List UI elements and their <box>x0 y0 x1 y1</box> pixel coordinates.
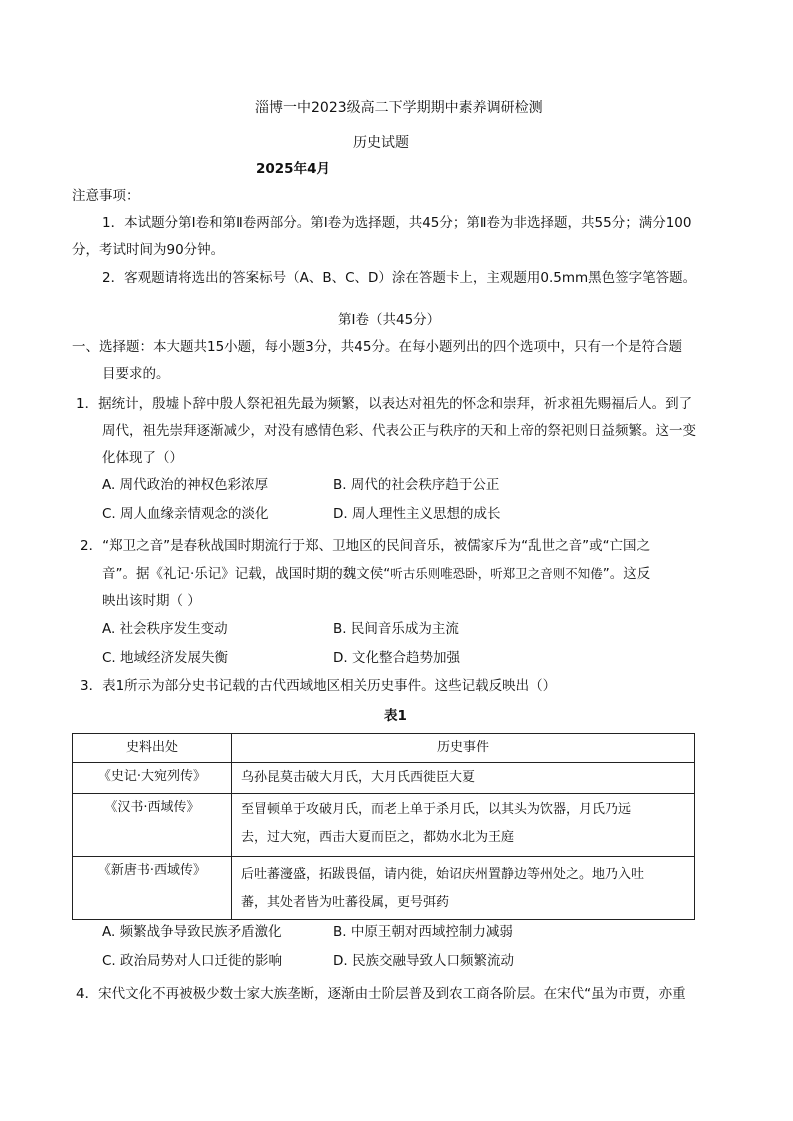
q1-stem-line-1: 1．据统计，殷墟卜辞中殷人祭祀祖先最为频繁，以表达对祖先的怀念和崇拜，祈求祖先赐福后人。到了 <box>76 396 693 412</box>
table-header-event: 历史事件 <box>232 734 695 763</box>
q4-stem-line-1: 4．宋代文化不再被极少数士家大族垄断，逐渐由士阶层普及到农工商各阶层。在宋代“虽为市贾，亦重 <box>76 986 686 1002</box>
q1-stem-line-2: 周代，祖先崇拜逐渐减少，对没有感情色彩、代表公正与秩序的天和上帝的祭祀则日益频繁。这一变 <box>102 423 696 439</box>
q1-option-d: D. 周人理性主义思想的成长 <box>333 506 501 522</box>
q2-option-c: C. 地域经济发展失衡 <box>102 650 229 666</box>
q3-option-c: C. 政治局势对人口迁徙的影响 <box>102 953 283 969</box>
q1-stem-line-3: 化体现了（） <box>102 450 183 466</box>
table-row <box>73 794 695 857</box>
q3-stem-line-1: 3．表1所示为部分史书记载的古代西域地区相关历史事件。这些记载反映出（） <box>80 678 557 694</box>
q3-option-b: B. 中原王朝对西域控制力减弱 <box>333 924 513 940</box>
q2-stem-line-2 <box>102 564 650 584</box>
q1-option-c: C. 周人血缘亲情观念的淡化 <box>102 506 269 522</box>
q2-option-a: A. 社会秩序发生变动 <box>102 621 228 637</box>
table-cell-source: 《史记·大宛列传》 <box>73 763 232 794</box>
exam-title: 淄博一中2023级高二下学期期中素养调研检测 <box>255 100 543 116</box>
table-cell-event: 乌孙昆莫击破大月氏，大月氏西徙臣大夏 <box>232 763 695 794</box>
q1-option-b: B. 周代的社会秩序趋于公正 <box>333 477 500 493</box>
table-cell-event: 后吐蕃濅盛，拓跋畏偪，请内徙，始诏庆州置静边等州处之。地乃入吐 蕃，其处者皆为吐蕃役属，更号弭药 <box>232 857 695 920</box>
part1-intro-line-2: 目要求的。 <box>102 366 170 382</box>
table-cell-source: 《汉书·西域传》 <box>73 794 232 857</box>
table-row <box>73 857 695 920</box>
exam-date: 2025年4月 <box>256 161 330 177</box>
q2-stem-line-3: 映出该时期（ ） <box>102 593 201 609</box>
q2-option-d: D. 文化整合趋势加强 <box>333 650 460 666</box>
q3-option-d: D. 民族交融导致人口频繁流动 <box>333 953 514 969</box>
notice-item-1-line-2: 分，考试时间为90分钟。 <box>72 242 225 258</box>
q3-option-a: A. 频繁战争导致民族矛盾激化 <box>102 924 282 940</box>
notice-item-2: 2．客观题请将选出的答案标号（A、B、C、D）涂在答题卡上，主观题用0.5mm黑色签字笔答题。 <box>102 270 697 286</box>
table-header-row <box>73 734 695 763</box>
notice-item-1-line-1: 1．本试题分第Ⅰ卷和第Ⅱ卷两部分。第Ⅰ卷为选择题，共45分；第Ⅱ卷为非选择题，共55分；满分100 <box>102 215 692 231</box>
table-row <box>73 763 695 794</box>
q2-option-b: B. 民间音乐成为主流 <box>333 621 459 637</box>
q1-option-a: A. 周代政治的神权色彩浓厚 <box>102 477 269 493</box>
table-cell-source: 《新唐书·西域传》 <box>73 857 232 920</box>
table-cell-event: 至冒顿单于攻破月氏，而老上单于杀月氏，以其头为饮器，月氏乃远 去，过大宛，西击大夏而臣之，都妫水北为王庭 <box>232 794 695 857</box>
exam-subject: 历史试题 <box>353 135 409 151</box>
table-header-source: 史料出处 <box>73 734 232 763</box>
q2-stem-line-2-a: 音”。据《礼记·乐记》记载，战国时期的魏文侯“ <box>102 566 391 582</box>
notice-heading: 注意事项： <box>72 188 140 204</box>
table-caption: 表1 <box>384 708 407 724</box>
part1-intro-line-1: 一、选择题：本大题共15小题，每小题3分，共45分。在每小题列出的四个选项中，只有一个是符合题 <box>72 339 682 355</box>
history-source-table <box>72 733 695 920</box>
part1-heading: 第Ⅰ卷（共45分） <box>338 312 441 328</box>
q2-stem-line-1: 2．“郑卫之音”是春秋战国时期流行于郑、卫地区的民间音乐，被儒家斥为“乱世之音”或“亡国之 <box>80 538 651 554</box>
q2-stem-line-2-b: ”。这反 <box>602 566 651 582</box>
q2-quote: 听古乐则唯恐卧，听郑卫之音则不知倦 <box>390 566 603 581</box>
